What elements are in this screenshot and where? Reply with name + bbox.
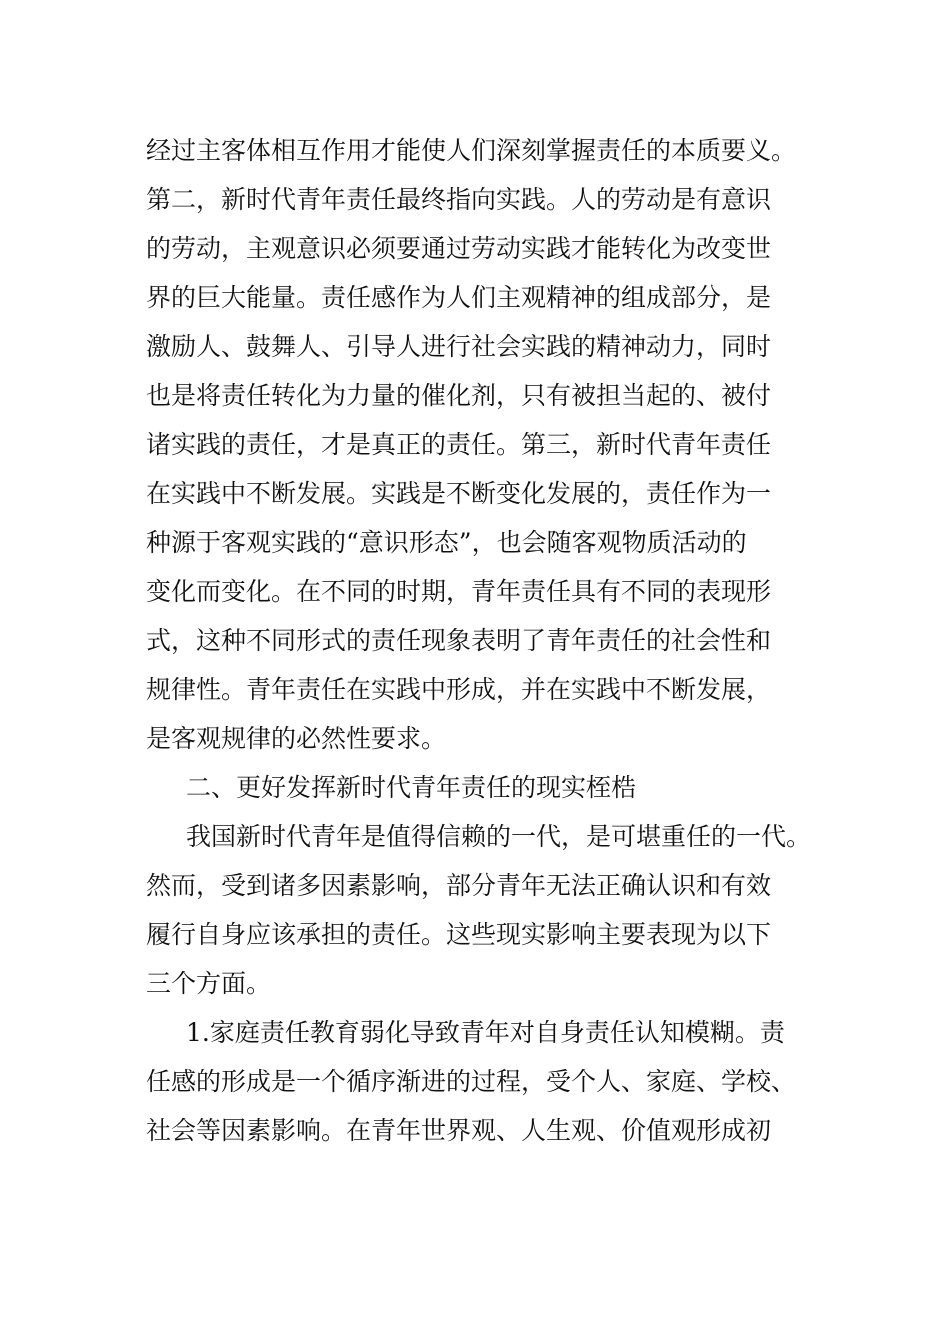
- text-line: 我国新时代青年是值得信赖的一代，是可堪重任的一代。: [186, 822, 812, 851]
- text-line: 激励人、鼓舞人、引导人进行社会实践的精神动力，同时: [146, 332, 772, 361]
- text-line: 诸实践的责任，才是真正的责任。第三，新时代青年责任: [146, 430, 772, 459]
- text-line: 二、更好发挥新时代青年责任的现实桎梏: [186, 773, 637, 802]
- text-line: 经过主客体相互作用才能使人们深刻掌握责任的本质要义。: [146, 136, 797, 165]
- text-line: 是客观规律的必然性要求。: [146, 724, 447, 753]
- text-line: 的劳动，主观意识必须要通过劳动实践才能转化为改变世: [146, 234, 772, 263]
- text-line: 也是将责任转化为力量的催化剂，只有被担当起的、被付: [146, 381, 772, 410]
- text-line: 在实践中不断发展。实践是不断变化发展的，责任作为一: [146, 479, 772, 508]
- text-line: 社会等因素影响。在青年世界观、人生观、价值观形成初: [146, 1116, 772, 1145]
- text-line: 式，这种不同形式的责任现象表明了青年责任的社会性和: [146, 626, 772, 655]
- text-line: 1.家庭责任教育弱化导致青年对自身责任认知模糊。责: [186, 1018, 785, 1047]
- text-line: 种源于客观实践的“意识形态”，也会随客观物质活动的: [146, 528, 747, 557]
- text-line: 然而，受到诸多因素影响，部分青年无法正确认识和有效: [146, 871, 772, 900]
- text-line: 变化而变化。在不同的时期，青年责任具有不同的表现形: [146, 577, 772, 606]
- body-text: [146, 126, 816, 1155]
- text-line: 界的巨大能量。责任感作为人们主观精神的组成部分，是: [146, 283, 772, 312]
- text-line: 第二，新时代青年责任最终指向实践。人的劳动是有意识: [146, 185, 772, 214]
- text-line: 履行自身应该承担的责任。这些现实影响主要表现为以下: [146, 920, 772, 949]
- text-line: 规律性。青年责任在实践中形成，并在实践中不断发展，: [146, 675, 772, 704]
- text-line: 三个方面。: [146, 969, 272, 998]
- text-line: 任感的形成是一个循序渐进的过程，受个人、家庭、学校、: [146, 1067, 797, 1096]
